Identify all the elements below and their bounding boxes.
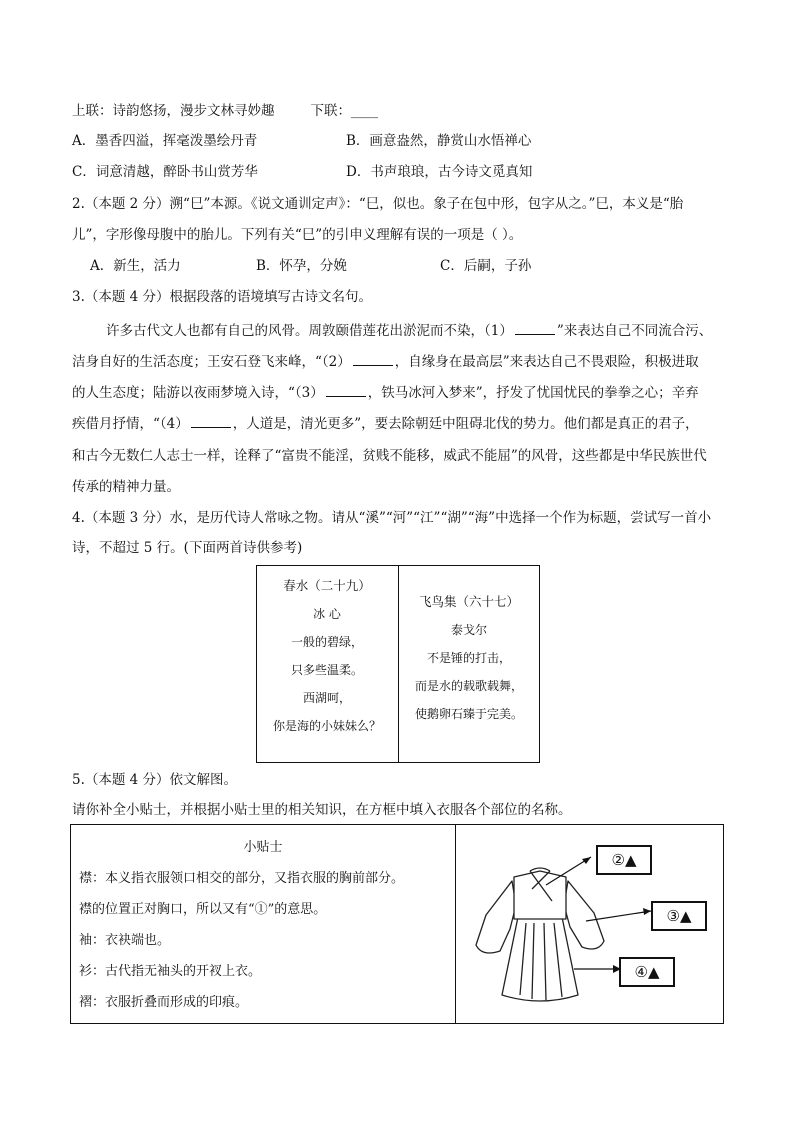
poem-1-line: 你是海的小妹妹么？ (272, 719, 381, 733)
answer-blank-4[interactable] (191, 414, 231, 428)
q1-option-d: D．书声琅琅，古今诗文觅真知 (346, 164, 533, 180)
couplet-lower: 下联：____ (310, 103, 378, 119)
tip-item: 襟：本义指衣服领口相交的部分，又指衣服的胸前部分。 (79, 871, 405, 886)
label-box-3[interactable]: ③▲ (651, 901, 707, 931)
poem-2 (399, 588, 539, 728)
poem-1-title: 春水（二十九） (283, 578, 371, 593)
q4-stem-line1: 4.（本题 3 分）水，是历代诗人常咏之物。请从“溪”“河”“江”“湖”“海”中选择一个作为标题，尝试写一首小 (72, 510, 712, 526)
q3-para-line1: 许多古代文人也都有自己的风骨。周敦颐借莲花出淤泥而不染，（1） ”来表达自己不同流合污、 (106, 323, 713, 339)
q3-para-line3: 的人生态度；陆游以夜雨梦境入诗，“（3） ，铁马冰河入梦来”，抒发了忧国忧民的拳拳之心；辛弃 (72, 385, 699, 401)
reference-poems-table (256, 565, 540, 763)
q1-option-c: C．词意清越，醉卧书山赏芳华 (72, 164, 258, 180)
tip-item: 襟的位置正对胸口，所以又有“①”的意思。 (79, 902, 327, 917)
tip-item: 褶：衣服折叠而形成的印痕。 (79, 995, 249, 1010)
answer-blank-3[interactable] (326, 383, 366, 397)
tips-table-divider (455, 825, 456, 1023)
poem-1 (257, 572, 397, 740)
poem-2-line: 而是水的载歌载舞， (414, 679, 523, 693)
q3-para-line4: 疾借月抒情，“（4） ，人道是，清光更多”，要去除朝廷中阻碍北伐的势力。他们都是真正的君子， (72, 416, 699, 432)
answer-blank-2[interactable] (353, 352, 393, 366)
tips-table (70, 824, 724, 1024)
poem-2-author: 泰戈尔 (450, 623, 487, 637)
q2-option-b: B．怀孕，分娩 (256, 258, 347, 274)
q5-instruction: 请你补全小贴士，并根据小贴士里的相关知识，在方框中填入衣服各个部位的名称。 (72, 802, 572, 818)
tip-item: 袖：衣袂端也。 (79, 933, 171, 948)
q1-option-b: B．画意盎然，静赏山水悟禅心 (346, 133, 532, 149)
q2-stem-line2: 儿”，字形像母腹中的胎儿。下列有关“巳”的引申义理解有误的一项是（ ）。 (72, 227, 523, 243)
q2-stem-line1: 2.（本题 2 分）溯“巳”本源。《说文通训定声》：“巳，似也。象子在包中形，包字从之。”巳，本义是“胎 (72, 196, 684, 212)
q4-stem-line2: 诗，不超过 5 行。(下面两首诗供参考) (72, 540, 303, 556)
poem-2-line: 使鹅卵石臻于完美。 (414, 707, 523, 721)
hanfu-garment-illustration (466, 845, 721, 1020)
poem-1-line: 一般的碧绿， (290, 635, 363, 649)
poem-1-line: 只多些温柔。 (290, 663, 363, 677)
answer-blank-1[interactable] (515, 321, 555, 335)
poem-2-title: 飞鸟集（六十七） (418, 594, 519, 609)
tips-title: 小贴士 (243, 840, 283, 855)
q5-stem: 5.（本题 4 分）依文解图。 (72, 772, 238, 788)
poem-2-line: 不是锤的打击， (426, 651, 511, 665)
tip-item: 衫：古代指无袖头的开衩上衣。 (79, 964, 262, 979)
q2-option-c: C．后嗣，子孙 (440, 258, 532, 274)
q3-stem: 3.（本题 4 分）根据段落的语境填写古诗文名句。 (72, 289, 373, 305)
q3-para-line2: 洁身自好的生活态度；王安石登飞来峰，“（2） ，自缘身在最高层”来表达自己不畏艰险，积极进取 (72, 354, 699, 370)
poem-1-author: 冰 心 (313, 607, 341, 621)
label-box-4[interactable]: ④▲ (619, 957, 675, 987)
label-box-2[interactable]: ②▲ (596, 845, 652, 875)
q3-para-line5: 和古今无数仁人志士一样，诠释了“富贵不能淫，贫贱不能移，威武不能屈”的风骨，这些都是中华民族世代 (72, 448, 707, 464)
couplet-upper: 上联：诗韵悠扬，漫步文林寻妙趣 (72, 103, 275, 119)
q2-option-a: A．新生，活力 (90, 258, 181, 274)
couplet-line (72, 101, 378, 121)
q3-para-line6: 传承的精神力量。 (72, 479, 180, 495)
q1-option-a: A．墨香四溢，挥毫泼墨绘丹青 (72, 133, 258, 149)
poem-1-line: 西湖呵， (302, 691, 351, 705)
